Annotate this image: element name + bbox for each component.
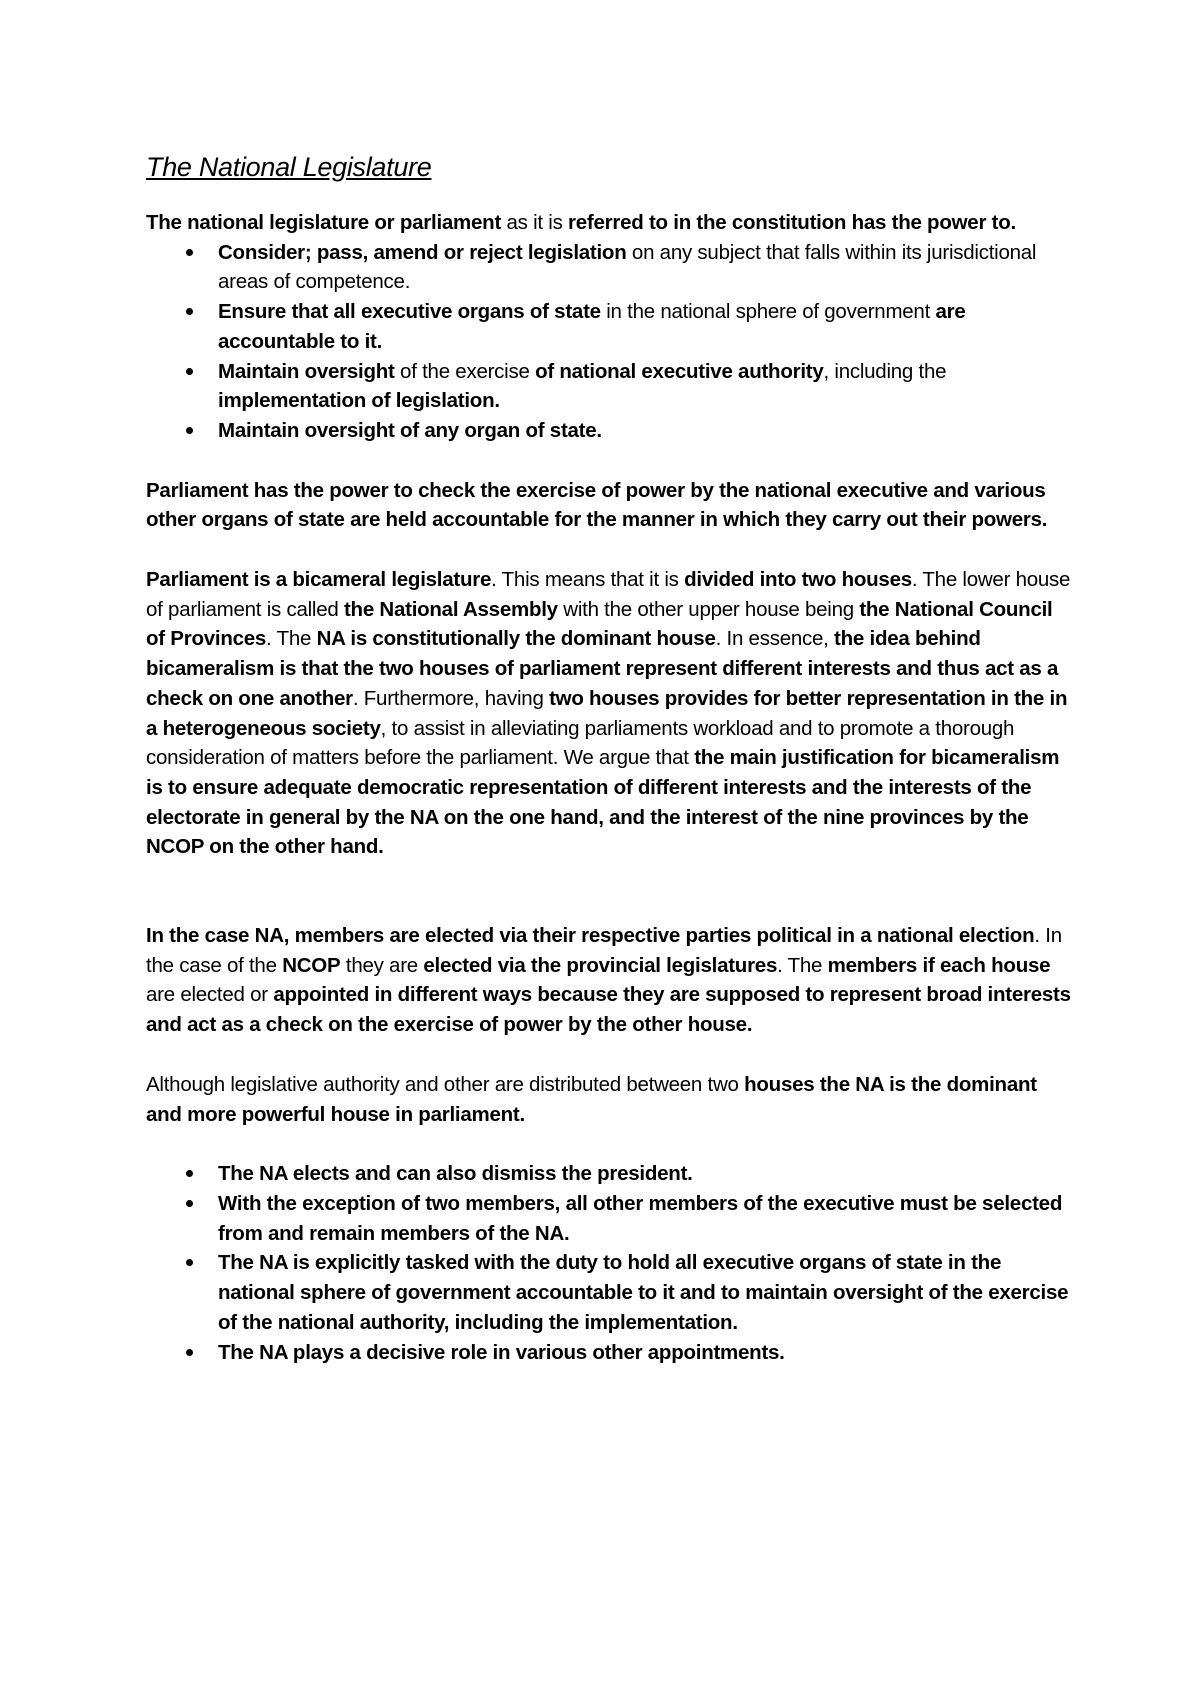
list-item: With the exception of two members, all other members of the executive must be selected from and remain members of the NA. <box>218 1189 1071 1248</box>
list-item: The NA elects and can also dismiss the president. <box>218 1159 1071 1189</box>
list-item: Maintain oversight of the exercise of national executive authority, including the implementation of legislation. <box>218 357 1071 416</box>
intro-paragraph <box>146 208 1071 238</box>
document-page <box>146 150 1071 1367</box>
na-points-list <box>146 1159 1071 1367</box>
page-title: The National Legislature <box>146 152 432 182</box>
list-item: Maintain oversight of any organ of state. <box>218 416 1071 446</box>
list-item: The NA plays a decisive role in various other appointments. <box>218 1338 1071 1368</box>
powers-list <box>146 238 1071 446</box>
list-item: The NA is explicitly tasked with the duty to hold all executive organs of state in the national sphere of government accountable to it and to maintain oversight of the exercise of the national authority, including the implementation. <box>218 1248 1071 1337</box>
check-paragraph: Parliament has the power to check the exercise of power by the national executive and various other organs of state are held accountable for the manner in which they carry out their powers. <box>146 478 1048 532</box>
election-paragraph: In the case NA, members are elected via their respective parties political in a national election. In the case of the NCOP they are elected via the provincial legislatures. The members if each house are elected or appointed in different ways because they are supposed to represent broad interests and act as a check on the exercise of power by the other house. <box>146 924 1071 1037</box>
dominance-paragraph: Although legislative authority and other are distributed between two houses the NA is the dominant and more powerful house in parliament. <box>146 1072 1037 1126</box>
intro-text-1: The national legislature or parliament <box>146 211 502 234</box>
bicameral-paragraph: Parliament is a bicameral legislature. This means that it is divided into two houses. The lower house of parliament is called the National Assembly with the other upper house being the National Council of Provinces. The NA is constitutionally the dominant house. In essence, the idea behind bicameralism is that the two houses of parliament represent different interests and thus act as a check on one another. Furthermore, having two houses provides for better representation in the in a heterogeneous society, to assist in alleviating parliaments workload and to promote a thorough consideration of matters before the parliament. We argue that the main justification for bicameralism is to ensure adequate democratic representation of different interests and the interests of the electorate in general by the NA on the one hand, and the interest of the nine provinces by the NCOP on the other hand. <box>146 568 1071 859</box>
list-item: Ensure that all executive organs of state in the national sphere of government are accountable to it. <box>218 297 1071 356</box>
list-item: Consider; pass, amend or reject legislation on any subject that falls within its jurisdictional areas of competence. <box>218 238 1071 297</box>
intro-text-3: referred to in the constitution has the power to. <box>568 211 1016 234</box>
intro-text-2: as it is <box>501 211 569 234</box>
